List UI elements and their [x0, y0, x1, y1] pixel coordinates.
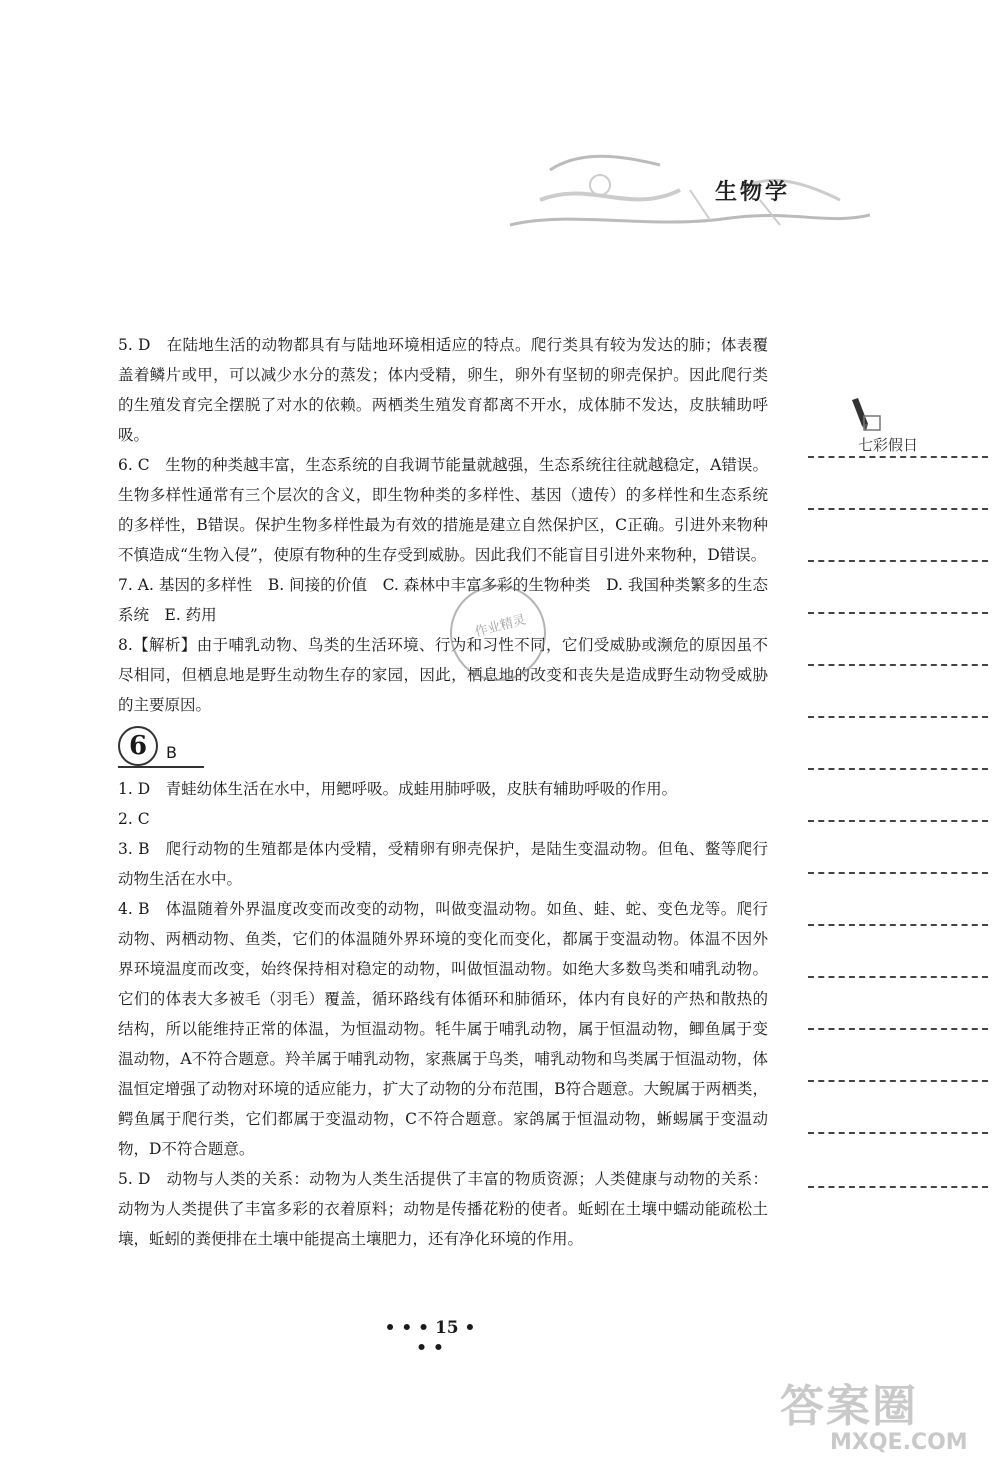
subject-title: 生物学 [715, 180, 791, 205]
note-line [808, 508, 988, 510]
section-number: 6 [118, 726, 158, 766]
note-line [808, 456, 988, 458]
note-line [808, 612, 988, 614]
sidebar-label: 七彩假日 [858, 436, 919, 454]
note-line [808, 716, 988, 718]
section-heading [118, 724, 768, 772]
answer-content [118, 330, 768, 1254]
header-decoration-icon [510, 130, 870, 240]
note-line [808, 1028, 988, 1030]
note-line [808, 664, 988, 666]
note-line [808, 768, 988, 770]
answer-item: 7. A. 基因的多样性 B. 间接的价值 C. 森林中丰富多彩的生物种类 D. 我国种类繁多的生态系统 E. 药用 [118, 576, 768, 624]
note-line [808, 924, 988, 926]
section-letter: B [166, 743, 177, 762]
answer-item: 5. D 在陆地生活的动物都具有与陆地环境相适应的特点。爬行类具有较为发达的肺；体表覆盖着鳞片或甲，可以减少水分的蒸发；体内受精，卵生，卵外有坚韧的卵壳保护。因此爬行类的生殖发育完全摆脱了对水的依赖。两栖类生殖发育都离不开水，成体肺不发达，皮肤辅助呼吸。 [118, 336, 768, 444]
watermark-text: 答案圈 [780, 1381, 918, 1432]
answer-item: 8.【解析】由于哺乳动物、鸟类的生活环境、行为和习性不同，它们受威胁或濒危的原因虽不尽相同，但栖息地是野生动物生存的家园，因此，栖息地的改变和丧失是造成野生动物受威胁的主要原因。 [118, 636, 768, 714]
answer-item: 1. D 青蛙幼体生活在水中，用鳃呼吸。成蛙用肺呼吸，皮肤有辅助呼吸的作用。 [118, 780, 678, 798]
section-underline [118, 766, 204, 768]
answer-item: 3. B 爬行动物的生殖都是体内受精，受精卵有卵壳保护，是陆生变温动物。但龟、鳖等爬行动物生活在水中。 [118, 840, 768, 888]
note-line [808, 560, 988, 562]
answer-item: 5. D 动物与人类的关系：动物为人类生活提供了丰富的物质资源；人类健康与动物的关系：动物为人类提供了丰富多彩的衣着原料；动物是传播花粉的使者。蚯蚓在土壤中蠕动能疏松土壤，蚯蚓的粪便排在土壤中能提高土壤肥力，还有净化环境的作用。 [118, 1170, 768, 1248]
answer-item: 2. C [118, 810, 150, 828]
answer-item: 6. C 生物的种类越丰富，生态系统的自我调节能量就越强，生态系统往往就越稳定，A错误。生物多样性通常有三个层次的含义，即生物种类的多样性、基因（遗传）的多样性和生态系统的多样性，B错误。保护生物多样性最为有效的措施是建立自然保护区，C正确。引进外来物种不慎造成“生物入侵”，使原有物种的生存受到威胁。因此我们不能盲目引进外来物种，D错误。 [118, 456, 768, 564]
watermark [780, 1370, 995, 1465]
answer-item: 4. B 体温随着外界温度改变而改变的动物，叫做变温动物。如鱼、蛙、蛇、变色龙等。爬行动物、两栖动物、鱼类，它们的体温随外界环境的变化而变化，都属于变温动物。体温不因外界环境温度而改变，始终保持相对稳定的动物，叫做恒温动物。如绝大多数鸟类和哺乳动物。它们的体表大多被毛（羽毛）覆盖，循环路线有体循环和肺循环，体内有良好的产热和散热的结构，所以能维持正常的体温，为恒温动物。牦牛属于哺乳动物，属于恒温动物，鲫鱼属于变温动物，A不符合题意。羚羊属于哺乳动物，家燕属于鸟类，哺乳动物和鸟类属于恒温动物，体温恒定增强了动物对环境的适应能力，扩大了动物的分布范围，B符合题意。大鲵属于两栖类，鳄鱼属于爬行类，它们都属于变温动物，C不符合题意。家鸽属于恒温动物，蜥蜴属于变温动物，D不符合题意。 [118, 900, 768, 1158]
stamp [450, 585, 546, 681]
page-number: • • • 15 • • • [384, 1318, 476, 1358]
note-line [808, 1186, 988, 1188]
note-line [808, 820, 988, 822]
note-line [808, 976, 988, 978]
pen-icon [848, 398, 888, 434]
note-line [808, 872, 988, 874]
note-line [808, 1132, 988, 1134]
watermark-url: MXQE.COM [830, 1430, 968, 1455]
stamp-text: 作业精灵 [473, 612, 528, 641]
note-line [808, 1080, 988, 1082]
